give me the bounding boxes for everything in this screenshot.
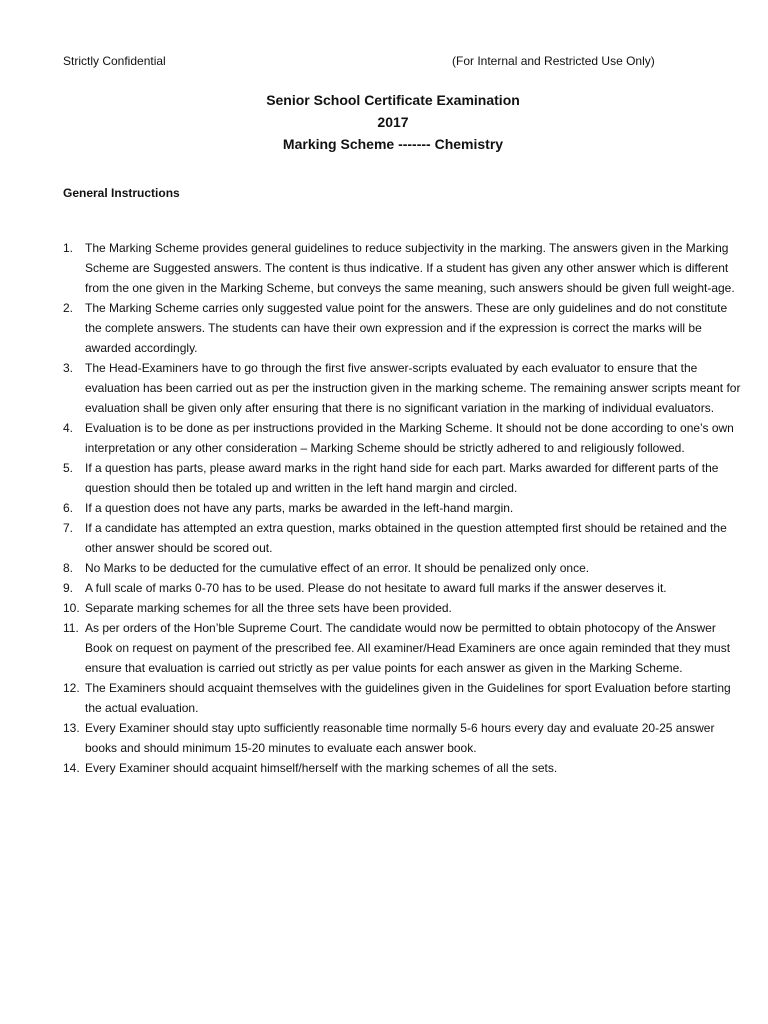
document-title (0, 89, 768, 155)
instruction-item (63, 498, 743, 518)
section-heading: General Instructions (63, 186, 180, 200)
instruction-text: No Marks to be deducted for the cumulative effect of an error. It should be penalized only once. (85, 561, 590, 575)
instruction-number: 14. (63, 761, 80, 775)
instruction-text: As per orders of the Hon’ble Supreme Court. The candidate would now be permitted to obtain photocopy of the Answer Book on request on payment of the prescribed fee. All examiner/Head Examiners are once again reminded that they must ensure that evaluation is carried out strictly as per value points for each answer as given in the Marking Scheme. (85, 621, 731, 675)
instruction-item (63, 578, 743, 598)
instruction-item (63, 618, 743, 678)
instruction-number: 11. (63, 621, 79, 635)
instruction-text: The Marking Scheme provides general guidelines to reduce subjectivity in the marking. The answers given in the Marking Scheme are Suggested answers. The content is thus indicative. If a student has given any other answer which is different from the one given in the Marking Scheme, but conveys the same meaning, such answers should be given full weight-age. (85, 241, 735, 295)
instruction-number: 12. (63, 681, 80, 695)
instruction-number: 2. (63, 301, 74, 315)
confidentiality-header (63, 54, 728, 70)
instruction-list (63, 238, 743, 778)
instruction-item (63, 598, 743, 618)
instruction-item (63, 678, 743, 718)
instruction-text: If a question has parts, please award marks in the right hand side for each part. Marks awarded for different parts of the question should then be totaled up and written in the left hand margin and circled. (85, 461, 719, 495)
instruction-text: If a question does not have any parts, marks be awarded in the left-hand margin. (85, 501, 514, 515)
instruction-item (63, 558, 743, 578)
exam-year: 2017 (377, 114, 409, 130)
instruction-number: 5. (63, 461, 74, 475)
instruction-item (63, 418, 743, 458)
instruction-text: If a candidate has attempted an extra question, marks obtained in the question attempted first should be retained and the other answer should be scored out. (85, 521, 727, 555)
instruction-item (63, 358, 743, 418)
instruction-number: 4. (63, 421, 74, 435)
instruction-number: 3. (63, 361, 74, 375)
instruction-number: 13. (63, 721, 80, 735)
instruction-text: The Head-Examiners have to go through the first five answer-scripts evaluated by each evaluator to ensure that the evaluation has been carried out as per the instruction given in the marking scheme. The remaining answer scripts meant for evaluation shall be given only after ensuring that there is no significant variation in the marking of individual evaluators. (85, 361, 741, 415)
instruction-item (63, 758, 743, 778)
instruction-number: 7. (63, 521, 74, 535)
instruction-item (63, 518, 743, 558)
instruction-item (63, 458, 743, 498)
instruction-item (63, 718, 743, 758)
header-right-text: (For Internal and Restricted Use Only) (452, 54, 655, 68)
instruction-item (63, 238, 743, 298)
exam-title: Senior School Certificate Examination (266, 92, 520, 108)
header-left-text: Strictly Confidential (63, 54, 166, 68)
instruction-number: 1. (63, 241, 74, 255)
instruction-text: Separate marking schemes for all the three sets have been provided. (85, 601, 452, 615)
instruction-number: 9. (63, 581, 74, 595)
instruction-text: Every Examiner should stay upto sufficiently reasonable time normally 5-6 hours every day and evaluate 20-25 answer books and should minimum 15-20 minutes to evaluate each answer book. (85, 721, 715, 755)
instruction-text: The Examiners should acquaint themselves with the guidelines given in the Guidelines for sport Evaluation before starting the actual evaluation. (85, 681, 731, 715)
instruction-text: A full scale of marks 0-70 has to be used. Please do not hesitate to award full marks if the answer deserves it. (85, 581, 667, 595)
instruction-text: Evaluation is to be done as per instructions provided in the Marking Scheme. It should not be done according to one’s own interpretation or any other consideration – Marking Scheme should be strictly adhered to and religiously followed. (85, 421, 734, 455)
instruction-text: The Marking Scheme carries only suggested value point for the answers. These are only guidelines and do not constitute the complete answers. The students can have their own expression and if the expression is correct the marks will be awarded accordingly. (85, 301, 728, 355)
instruction-item (63, 298, 743, 358)
instruction-text: Every Examiner should acquaint himself/herself with the marking schemes of all the sets. (85, 761, 558, 775)
instruction-number: 10. (63, 601, 80, 615)
marking-scheme-subject: Marking Scheme ------- Chemistry (282, 136, 504, 152)
instruction-number: 8. (63, 561, 74, 575)
instruction-number: 6. (63, 501, 74, 515)
